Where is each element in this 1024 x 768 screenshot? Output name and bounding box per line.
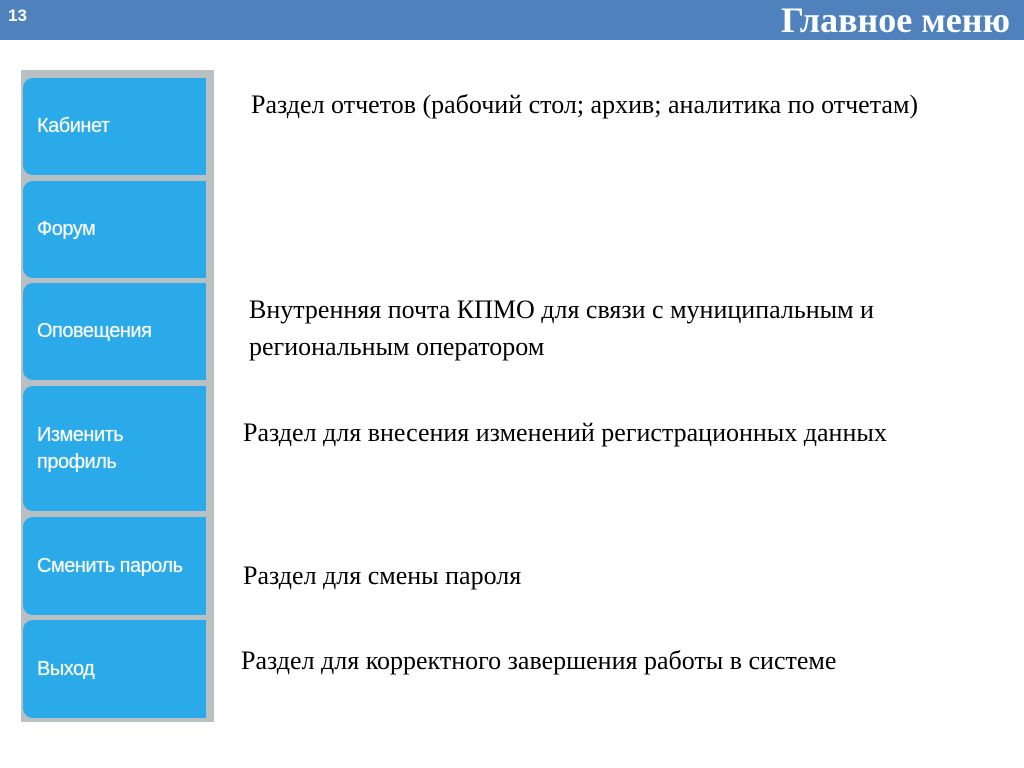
page-title: Главное меню — [781, 0, 1010, 40]
menu-item-label: Сменить пароль — [37, 554, 183, 577]
description-edit-profile: Раздел для внесения изменений регистрационных данных — [243, 418, 887, 447]
menu-item-label: Кабинет — [37, 115, 110, 137]
main-menu — [21, 70, 214, 722]
description-cabinet: Раздел отчетов (рабочий стол; архив; аналитика по отчетам) — [251, 90, 919, 119]
menu-item-edit-profile[interactable] — [23, 386, 206, 511]
slide-header — [0, 0, 1024, 40]
menu-item-label: Изменить профиль — [37, 423, 124, 473]
menu-item-label: Выход — [37, 657, 95, 680]
menu-item-logout[interactable] — [23, 620, 206, 718]
description-change-password: Раздел для смены пароля — [243, 561, 522, 590]
menu-item-label: Оповещения — [37, 320, 152, 342]
menu-item-notifications[interactable] — [23, 283, 206, 380]
menu-item-change-password[interactable] — [23, 517, 206, 615]
menu-item-cabinet[interactable] — [23, 78, 206, 175]
description-logout: Раздел для корректного завершения работы в системе — [241, 646, 837, 675]
slide-number: 13 — [8, 6, 27, 25]
menu-item-forum[interactable] — [23, 181, 206, 278]
description-notifications: Внутренняя почта КПМО для связи с муниципальным и региональным оператором — [249, 295, 874, 361]
menu-item-label: Форум — [37, 218, 96, 240]
